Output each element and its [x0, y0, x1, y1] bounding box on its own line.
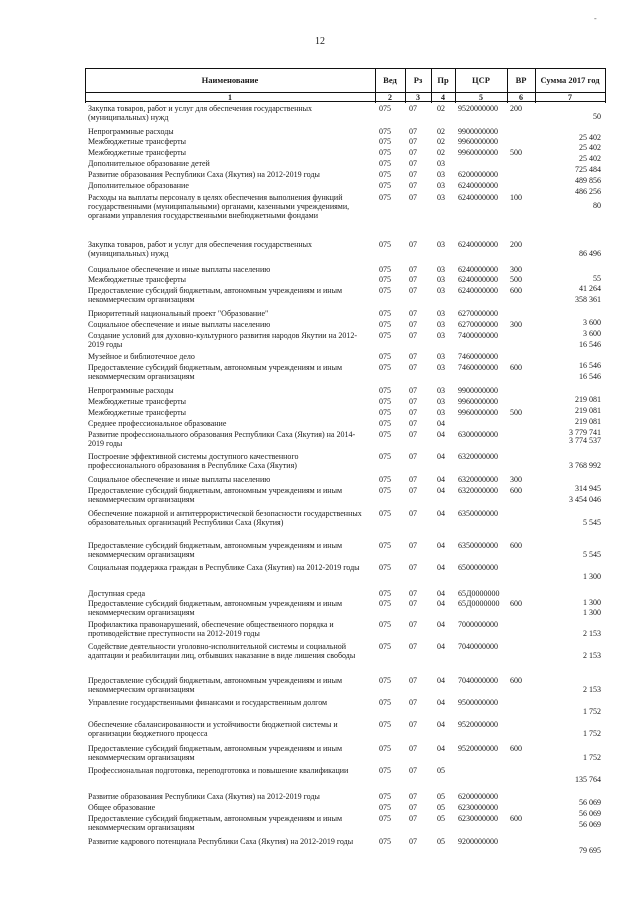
- cell-ved: 075: [379, 814, 391, 823]
- cell-csr: 9960000000: [458, 137, 498, 146]
- cell-pr: 04: [437, 419, 445, 428]
- header-divider: [535, 68, 536, 103]
- cell-sum: 80: [593, 201, 601, 210]
- cell-ved: 075: [379, 104, 391, 113]
- cell-name: Развитие образования Республики Саха (Якутия) на 2012-2019 годы: [88, 792, 320, 801]
- cell-name: Развитие образования Республики Саха (Якутия) на 2012-2019 годы: [88, 170, 320, 179]
- cell-rz: 07: [409, 642, 417, 651]
- cell-csr: 6240000000: [458, 265, 498, 274]
- cell-csr: 65Д0000000: [458, 589, 500, 598]
- cell-ved: 075: [379, 509, 391, 518]
- cell-pr: 05: [437, 766, 445, 775]
- cell-sum: 5 545: [583, 550, 601, 559]
- cell-pr: 03: [437, 193, 445, 202]
- cell-rz: 07: [409, 104, 417, 113]
- cell-name: Закупка товаров, работ и услуг для обеспечения государственных (муниципальных) нужд: [88, 240, 313, 258]
- cell-rz: 07: [409, 589, 417, 598]
- cell-name: Общее образование: [88, 803, 156, 812]
- cell-csr: 6500000000: [458, 563, 498, 572]
- cell-vr: 300: [510, 265, 522, 274]
- cell-sum: 16 546: [579, 361, 601, 370]
- cell-name: Дополнительное образование детей: [88, 159, 210, 168]
- cell-ved: 075: [379, 408, 391, 417]
- cell-vr: 200: [510, 104, 522, 113]
- cell-rz: 07: [409, 320, 417, 329]
- cell-csr: 7040000000: [458, 642, 498, 651]
- cell-sum: 2 153: [583, 651, 601, 660]
- cell-rz: 07: [409, 620, 417, 629]
- cell-name: Предоставление субсидий бюджетным, автономным учреждениям и иным некоммерческим организациям: [88, 363, 343, 381]
- cell-sum: 3 768 992: [569, 461, 601, 470]
- cell-ved: 075: [379, 766, 391, 775]
- cell-rz: 07: [409, 159, 417, 168]
- cell-csr: 9960000000: [458, 397, 498, 406]
- cell-name: Социальная поддержка граждан в Республике Саха (Якутия) на 2012-2019 годы: [88, 563, 360, 572]
- cell-name: Профессиональная подготовка, переподготовка и повышение квалификации: [88, 766, 349, 775]
- cell-pr: 04: [437, 475, 445, 484]
- cell-pr: 03: [437, 363, 445, 372]
- cell-csr: 6240000000: [458, 193, 498, 202]
- cell-sum: 56 069: [579, 820, 601, 829]
- cell-rz: 07: [409, 698, 417, 707]
- cell-rz: 07: [409, 265, 417, 274]
- header-divider: [431, 68, 432, 103]
- cell-rz: 07: [409, 352, 417, 361]
- cell-ved: 075: [379, 386, 391, 395]
- cell-sum: 1 752: [583, 707, 601, 716]
- cell-name: Предоставление субсидий бюджетным, автономным учреждениям и иным некоммерческим организациям: [88, 676, 343, 694]
- cell-csr: 6270000000: [458, 309, 498, 318]
- cell-pr: 03: [437, 275, 445, 284]
- cell-name: Предоставление субсидий бюджетным, автономным учреждениям и иным некоммерческим организациям: [88, 744, 343, 762]
- cell-name: Профилактика правонарушений, обеспечение общественного порядка и противодействие преступности на 2012-2019 годы: [88, 620, 334, 638]
- cell-name: Межбюджетные трансферты: [88, 148, 186, 157]
- cell-pr: 03: [437, 181, 445, 190]
- cell-ved: 075: [379, 148, 391, 157]
- cell-sum: 86 496: [579, 249, 601, 258]
- cell-rz: 07: [409, 137, 417, 146]
- cell-name: Межбюджетные трансферты: [88, 408, 186, 417]
- header-divider: [507, 68, 508, 103]
- cell-pr: 03: [437, 240, 445, 249]
- cell-sum: 486 256: [575, 187, 601, 196]
- header-rz: Рз: [405, 68, 431, 90]
- cell-ved: 075: [379, 452, 391, 461]
- cell-ved: 075: [379, 589, 391, 598]
- cell-pr: 04: [437, 698, 445, 707]
- cell-ved: 075: [379, 397, 391, 406]
- cell-csr: 6200000000: [458, 792, 498, 801]
- cell-ved: 075: [379, 170, 391, 179]
- cell-vr: 600: [510, 599, 522, 608]
- cell-sum: 25 402: [579, 143, 601, 152]
- cell-csr: 6350000000: [458, 509, 498, 518]
- cell-pr: 05: [437, 814, 445, 823]
- cell-rz: 07: [409, 541, 417, 550]
- cell-name: Развитие профессионального образования Республики Саха (Якутия) на 2014-2019 годы: [88, 430, 356, 448]
- cell-name: Межбюджетные трансферты: [88, 275, 186, 284]
- cell-csr: 9520000000: [458, 744, 498, 753]
- cell-pr: 03: [437, 286, 445, 295]
- cell-rz: 07: [409, 286, 417, 295]
- cell-name: Расходы на выплаты персоналу в целях обеспечения выполнения функций государственными (муниципальными) органами, казенными учреждениями, органами управления государственными внебюджетными фондами: [88, 193, 350, 220]
- cell-rz: 07: [409, 792, 417, 801]
- cell-name: Предоставление субсидий бюджетным, автономным учреждениям и иным некоммерческим организациям: [88, 541, 343, 559]
- cell-ved: 075: [379, 320, 391, 329]
- cell-rz: 07: [409, 386, 417, 395]
- cell-sum: 2 153: [583, 629, 601, 638]
- cell-pr: 04: [437, 563, 445, 572]
- cell-name: Музейное и библиотечное дело: [88, 352, 195, 361]
- page-number: 12: [315, 36, 325, 47]
- cell-pr: 03: [437, 159, 445, 168]
- cell-sum: 41 264: [579, 284, 601, 293]
- header-number-7: 7: [535, 92, 605, 102]
- header-divider: [375, 68, 376, 103]
- cell-pr: 05: [437, 792, 445, 801]
- cell-name: Непрограммные расходы: [88, 386, 174, 395]
- cell-pr: 04: [437, 620, 445, 629]
- cell-rz: 07: [409, 240, 417, 249]
- cell-pr: 02: [437, 127, 445, 136]
- cell-rz: 07: [409, 744, 417, 753]
- cell-ved: 075: [379, 193, 391, 202]
- cell-sum: 1 300: [583, 608, 601, 617]
- cell-csr: 9960000000: [458, 148, 498, 157]
- cell-pr: 02: [437, 137, 445, 146]
- cell-name: Создание условий для духовно-культурного развития народов Якутии на 2012-2019 годы: [88, 331, 358, 349]
- cell-rz: 07: [409, 509, 417, 518]
- header-number-6: 6: [507, 92, 535, 102]
- cell-ved: 075: [379, 363, 391, 372]
- cell-rz: 07: [409, 309, 417, 318]
- cell-pr: 03: [437, 386, 445, 395]
- cell-pr: 02: [437, 104, 445, 113]
- header-number-4: 4: [431, 92, 455, 102]
- cell-csr: 6350000000: [458, 541, 498, 550]
- cell-csr: 6230000000: [458, 814, 498, 823]
- cell-name: Содействие деятельности уголовно-исполнительной системы и социальной адаптации и реабилитации лиц, отбывших наказание в виде лишения свободы: [88, 642, 356, 660]
- cell-csr: 6270000000: [458, 320, 498, 329]
- header-sum: Сумма 2017 год: [535, 68, 605, 90]
- cell-name: Межбюджетные трансферты: [88, 137, 186, 146]
- cell-ved: 075: [379, 563, 391, 572]
- cell-name: Обеспечение пожарной и антитеррористической безопасности государственных образовательных организаций Республики Саха (Якутия): [88, 509, 362, 527]
- cell-ved: 075: [379, 599, 391, 608]
- cell-ved: 075: [379, 792, 391, 801]
- cell-name: Обеспечение сбалансированности и устойчивости бюджетной системы и организации бюджетного процесса: [88, 720, 338, 738]
- cell-csr: 6300000000: [458, 430, 498, 439]
- header-number-5: 5: [455, 92, 507, 102]
- cell-rz: 07: [409, 170, 417, 179]
- cell-vr: 600: [510, 676, 522, 685]
- cell-csr: 6240000000: [458, 275, 498, 284]
- cell-ved: 075: [379, 720, 391, 729]
- cell-rz: 07: [409, 676, 417, 685]
- cell-rz: 07: [409, 331, 417, 340]
- cell-vr: 300: [510, 320, 522, 329]
- header-number-3: 3: [405, 92, 431, 102]
- cell-csr: 6240000000: [458, 286, 498, 295]
- cell-name: Дополнительное образование: [88, 181, 189, 190]
- cell-ved: 075: [379, 309, 391, 318]
- cell-sum: 725 484: [575, 165, 601, 174]
- cell-rz: 07: [409, 408, 417, 417]
- cell-ved: 075: [379, 698, 391, 707]
- cell-sum: 25 402: [579, 154, 601, 163]
- cell-ved: 075: [379, 676, 391, 685]
- cell-rz: 07: [409, 599, 417, 608]
- cell-vr: 600: [510, 814, 522, 823]
- cell-pr: 04: [437, 676, 445, 685]
- cell-csr: 6230000000: [458, 803, 498, 812]
- cell-csr: 7400000000: [458, 331, 498, 340]
- header-divider: [85, 68, 86, 103]
- cell-rz: 07: [409, 430, 417, 439]
- cell-name: Непрограммные расходы: [88, 127, 174, 136]
- cell-ved: 075: [379, 419, 391, 428]
- cell-rz: 07: [409, 720, 417, 729]
- cell-rz: 07: [409, 275, 417, 284]
- cell-pr: 03: [437, 397, 445, 406]
- cell-rz: 07: [409, 766, 417, 775]
- cell-rz: 07: [409, 181, 417, 190]
- cell-vr: 100: [510, 193, 522, 202]
- cell-sum: 1 752: [583, 753, 601, 762]
- cell-sum: 56 069: [579, 809, 601, 818]
- cell-sum: 50: [593, 112, 601, 121]
- cell-sum: 5 545: [583, 518, 601, 527]
- header-pr: Пр: [431, 68, 455, 90]
- cell-ved: 075: [379, 803, 391, 812]
- cell-sum: 219 081: [575, 406, 601, 415]
- cell-pr: 03: [437, 408, 445, 417]
- cell-vr: 500: [510, 148, 522, 157]
- cell-name: Среднее профессиональное образование: [88, 419, 227, 428]
- cell-rz: 07: [409, 127, 417, 136]
- cell-pr: 03: [437, 320, 445, 329]
- cell-csr: 7460000000: [458, 363, 498, 372]
- cell-ved: 075: [379, 642, 391, 651]
- cell-rz: 07: [409, 563, 417, 572]
- header-name: Наименование: [85, 68, 375, 90]
- cell-csr: 7000000000: [458, 620, 498, 629]
- cell-sum: 55: [593, 274, 601, 283]
- cell-pr: 03: [437, 265, 445, 274]
- cell-csr: 6200000000: [458, 170, 498, 179]
- cell-vr: 600: [510, 363, 522, 372]
- cell-name: Социальное обеспечение и иные выплаты населению: [88, 475, 271, 484]
- cell-rz: 07: [409, 486, 417, 495]
- cell-pr: 04: [437, 720, 445, 729]
- cell-pr: 04: [437, 589, 445, 598]
- cell-ved: 075: [379, 475, 391, 484]
- cell-sum: 135 764: [575, 775, 601, 784]
- cell-pr: 04: [437, 541, 445, 550]
- cell-sum: 25 402: [579, 133, 601, 142]
- header-number-2: 2: [375, 92, 405, 102]
- cell-rz: 07: [409, 419, 417, 428]
- cell-rz: 07: [409, 803, 417, 812]
- cell-ved: 075: [379, 541, 391, 550]
- cell-sum: 3 454 046: [569, 495, 601, 504]
- cell-csr: 6240000000: [458, 181, 498, 190]
- cell-rz: 07: [409, 148, 417, 157]
- header-divider: [605, 68, 606, 103]
- cell-name: Закупка товаров, работ и услуг для обеспечения государственных (муниципальных) нужд: [88, 104, 313, 122]
- cell-ved: 075: [379, 620, 391, 629]
- cell-sum: 1 300: [583, 598, 601, 607]
- cell-pr: 03: [437, 170, 445, 179]
- cell-vr: 200: [510, 240, 522, 249]
- cell-csr: 6240000000: [458, 240, 498, 249]
- cell-sum: 358 361: [575, 295, 601, 304]
- cell-csr: 9960000000: [458, 408, 498, 417]
- cell-name: Приоритетный национальный проект "Образование": [88, 309, 269, 318]
- cell-pr: 04: [437, 452, 445, 461]
- cell-pr: 04: [437, 430, 445, 439]
- cell-sum: 489 856: [575, 176, 601, 185]
- cell-sum: 1 752: [583, 729, 601, 738]
- cell-csr: 7040000000: [458, 676, 498, 685]
- cell-ved: 075: [379, 331, 391, 340]
- cell-csr: 7460000000: [458, 352, 498, 361]
- cell-name: Развитие кадрового потенциала Республики Саха (Якутия) на 2012-2019 годы: [88, 837, 354, 846]
- cell-ved: 075: [379, 127, 391, 136]
- cell-pr: 03: [437, 331, 445, 340]
- cell-ved: 075: [379, 275, 391, 284]
- cell-sum: 2 153: [583, 685, 601, 694]
- cell-csr: 6320000000: [458, 475, 498, 484]
- cell-ved: 075: [379, 159, 391, 168]
- cell-ved: 075: [379, 286, 391, 295]
- cell-vr: 600: [510, 541, 522, 550]
- cell-pr: 04: [437, 486, 445, 495]
- cell-sum: 79 695: [579, 846, 601, 855]
- cell-name: Управление государственными финансами и государственным долгом: [88, 698, 328, 707]
- cell-vr: 300: [510, 475, 522, 484]
- cell-csr: 9520000000: [458, 104, 498, 113]
- cell-sum: 3 600: [583, 318, 601, 327]
- cell-vr: 600: [510, 286, 522, 295]
- cell-sum: 219 081: [575, 395, 601, 404]
- cell-name: Предоставление субсидий бюджетным, автономным учреждениям и иным некоммерческим организациям: [88, 599, 343, 617]
- cell-vr: 600: [510, 744, 522, 753]
- header-divider: [405, 68, 406, 103]
- cell-pr: 04: [437, 509, 445, 518]
- cell-ved: 075: [379, 837, 391, 846]
- cell-ved: 075: [379, 137, 391, 146]
- cell-pr: 02: [437, 148, 445, 157]
- cell-csr: 9900000000: [458, 127, 498, 136]
- cell-csr: 65Д0000000: [458, 599, 500, 608]
- cell-rz: 07: [409, 837, 417, 846]
- cell-vr: 500: [510, 275, 522, 284]
- header-csr: ЦСР: [455, 68, 507, 90]
- cell-vr: 500: [510, 408, 522, 417]
- cell-sum: 3 774 537: [569, 436, 601, 445]
- cell-csr: 9900000000: [458, 386, 498, 395]
- header-divider: [455, 68, 456, 103]
- cell-name: Построение эффективной системы доступного качественного профессионального образования в Республике Саха (Якутия): [88, 452, 299, 470]
- cell-rz: 07: [409, 193, 417, 202]
- cell-name: Межбюджетные трансферты: [88, 397, 186, 406]
- cell-name: Предоставление субсидий бюджетным, автономным учреждениям и иным некоммерческим организациям: [88, 814, 343, 832]
- cell-rz: 07: [409, 814, 417, 823]
- header-number-1: 1: [85, 92, 375, 102]
- cell-csr: 6320000000: [458, 486, 498, 495]
- corner-mark: -: [594, 14, 597, 23]
- cell-ved: 075: [379, 240, 391, 249]
- cell-ved: 075: [379, 352, 391, 361]
- cell-pr: 05: [437, 803, 445, 812]
- cell-name: Социальное обеспечение и иные выплаты населению: [88, 320, 271, 329]
- cell-sum: 3 779 741: [569, 428, 601, 437]
- header-ved: Вед: [375, 68, 405, 90]
- cell-ved: 075: [379, 265, 391, 274]
- cell-sum: 16 546: [579, 340, 601, 349]
- cell-name: Предоставление субсидий бюджетным, автономным учреждениям и иным некоммерческим организациям: [88, 286, 343, 304]
- cell-name: Социальное обеспечение и иные выплаты населению: [88, 265, 271, 274]
- cell-pr: 03: [437, 309, 445, 318]
- cell-rz: 07: [409, 363, 417, 372]
- cell-sum: 219 081: [575, 417, 601, 426]
- cell-sum: 16 546: [579, 372, 601, 381]
- cell-csr: 9200000000: [458, 837, 498, 846]
- cell-pr: 03: [437, 352, 445, 361]
- cell-sum: 3 600: [583, 329, 601, 338]
- table-header: [85, 68, 605, 103]
- cell-rz: 07: [409, 397, 417, 406]
- cell-pr: 04: [437, 642, 445, 651]
- cell-ved: 075: [379, 486, 391, 495]
- cell-pr: 04: [437, 599, 445, 608]
- cell-vr: 600: [510, 486, 522, 495]
- cell-name: Предоставление субсидий бюджетным, автономным учреждениям и иным некоммерческим организациям: [88, 486, 343, 504]
- cell-name: Доступная среда: [88, 589, 146, 598]
- cell-pr: 04: [437, 744, 445, 753]
- cell-rz: 07: [409, 475, 417, 484]
- cell-ved: 075: [379, 744, 391, 753]
- cell-pr: 05: [437, 837, 445, 846]
- cell-ved: 075: [379, 181, 391, 190]
- cell-sum: 56 069: [579, 798, 601, 807]
- cell-ved: 075: [379, 430, 391, 439]
- cell-csr: 9520000000: [458, 720, 498, 729]
- cell-csr: 9500000000: [458, 698, 498, 707]
- cell-rz: 07: [409, 452, 417, 461]
- header-vr: ВР: [507, 68, 535, 90]
- cell-sum: 1 300: [583, 572, 601, 581]
- cell-csr: 6320000000: [458, 452, 498, 461]
- cell-sum: 314 945: [575, 484, 601, 493]
